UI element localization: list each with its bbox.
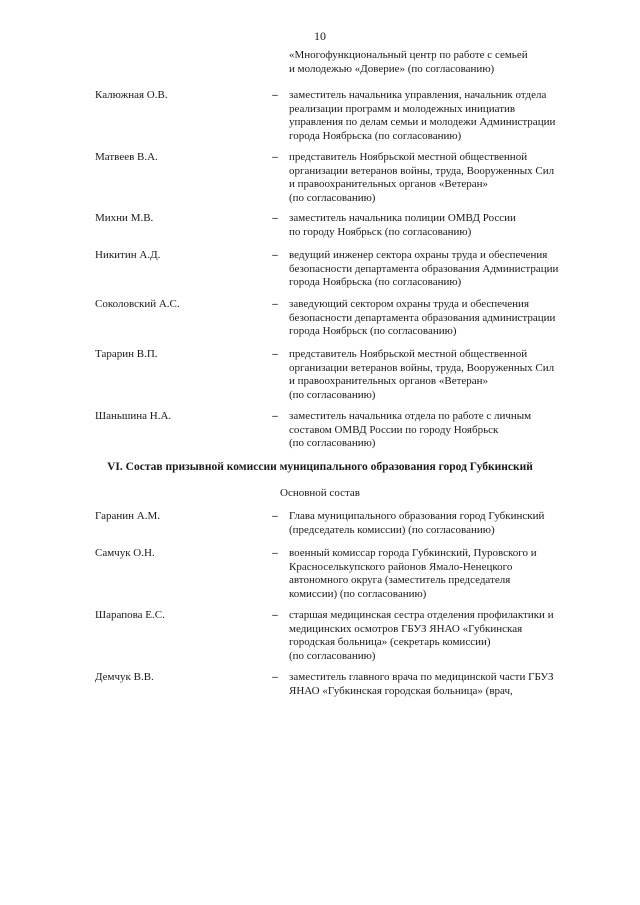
- dash-separator: –: [272, 249, 278, 261]
- dash-separator: –: [272, 609, 278, 621]
- member-description: заместитель главного врача по медицинской части ГБУЗ ЯНАО «Губкинская городская больница» (врач,: [289, 671, 554, 697]
- member-description: Глава муниципального образования город Губкинский (председатель комиссии) (по согласованию): [289, 510, 545, 536]
- subsection-title: Основной состав: [280, 487, 360, 499]
- dash-separator: –: [272, 89, 278, 101]
- dash-separator: –: [272, 212, 278, 224]
- dash-separator: –: [272, 671, 278, 683]
- member-name: Шарапова Е.С.: [95, 609, 165, 621]
- member-name: Тарарин В.П.: [95, 348, 158, 360]
- member-name: Матвеев В.А.: [95, 151, 158, 163]
- member-name: Михни М.В.: [95, 212, 154, 224]
- member-name: Калюжная О.В.: [95, 89, 168, 101]
- member-name: Соколовский А.С.: [95, 298, 180, 310]
- dash-separator: –: [272, 151, 278, 163]
- dash-separator: –: [272, 547, 278, 559]
- member-description: представитель Ноябрьской местной общественной организации ветеранов войны, труда, Вооруженных Сил и правоохранительных органов «Ветеран» (по согласованию): [289, 348, 555, 401]
- continued-entry-text: «Многофункциональный центр по работе с семьей и молодежью «Доверие» (по согласованию): [289, 49, 528, 75]
- member-description: представитель Ноябрьской местной общественной организации ветеранов войны, труда, Вооруженных Сил и правоохранительных органов «Ветеран» (по согласованию): [289, 151, 555, 204]
- dash-separator: –: [272, 410, 278, 422]
- member-description: старшая медицинская сестра отделения профилактики и медицинских осмотров ГБУЗ ЯНАО «Губкинская городская больница» (секретарь комиссии) (по согласованию): [289, 609, 554, 662]
- member-description: заместитель начальника полиции ОМВД России по городу Ноябрьск (по согласованию): [289, 212, 516, 238]
- section-title: VI. Состав призывной комиссии муниципального образования город Губкинский: [107, 461, 533, 473]
- member-description: заместитель начальника управления, начальник отдела реализации программ и молодежных инициатив управления по делам семьи и молодежи Администрации города Ноябрьска (по согласованию): [289, 89, 556, 142]
- member-description: военный комиссар города Губкинский, Пуровского и Красноселькупского районов Ямало-Ненецкого автономного округа (заместитель председателя комиссии) (по согласованию): [289, 547, 537, 600]
- dash-separator: –: [272, 348, 278, 360]
- member-name: Гаранин А.М.: [95, 510, 160, 522]
- member-name: Никитин А.Д.: [95, 249, 161, 261]
- page-number: 10: [314, 29, 326, 43]
- dash-separator: –: [272, 298, 278, 310]
- member-description: заместитель начальника отдела по работе с личным составом ОМВД России по городу Ноябрьск (по согласованию): [289, 410, 532, 449]
- member-description: заведующий сектором охраны труда и обеспечения безопасности департамента образования администрации города Ноябрьск (по согласованию): [289, 298, 556, 337]
- member-description: ведущий инженер сектора охраны труда и обеспечения безопасности департамента образования Администрации города Ноябрьска (по согласованию): [289, 249, 559, 288]
- member-name: Демчук В.В.: [95, 671, 154, 683]
- member-name: Самчук О.Н.: [95, 547, 155, 559]
- member-name: Шаньшина Н.А.: [95, 410, 172, 422]
- dash-separator: –: [272, 510, 278, 522]
